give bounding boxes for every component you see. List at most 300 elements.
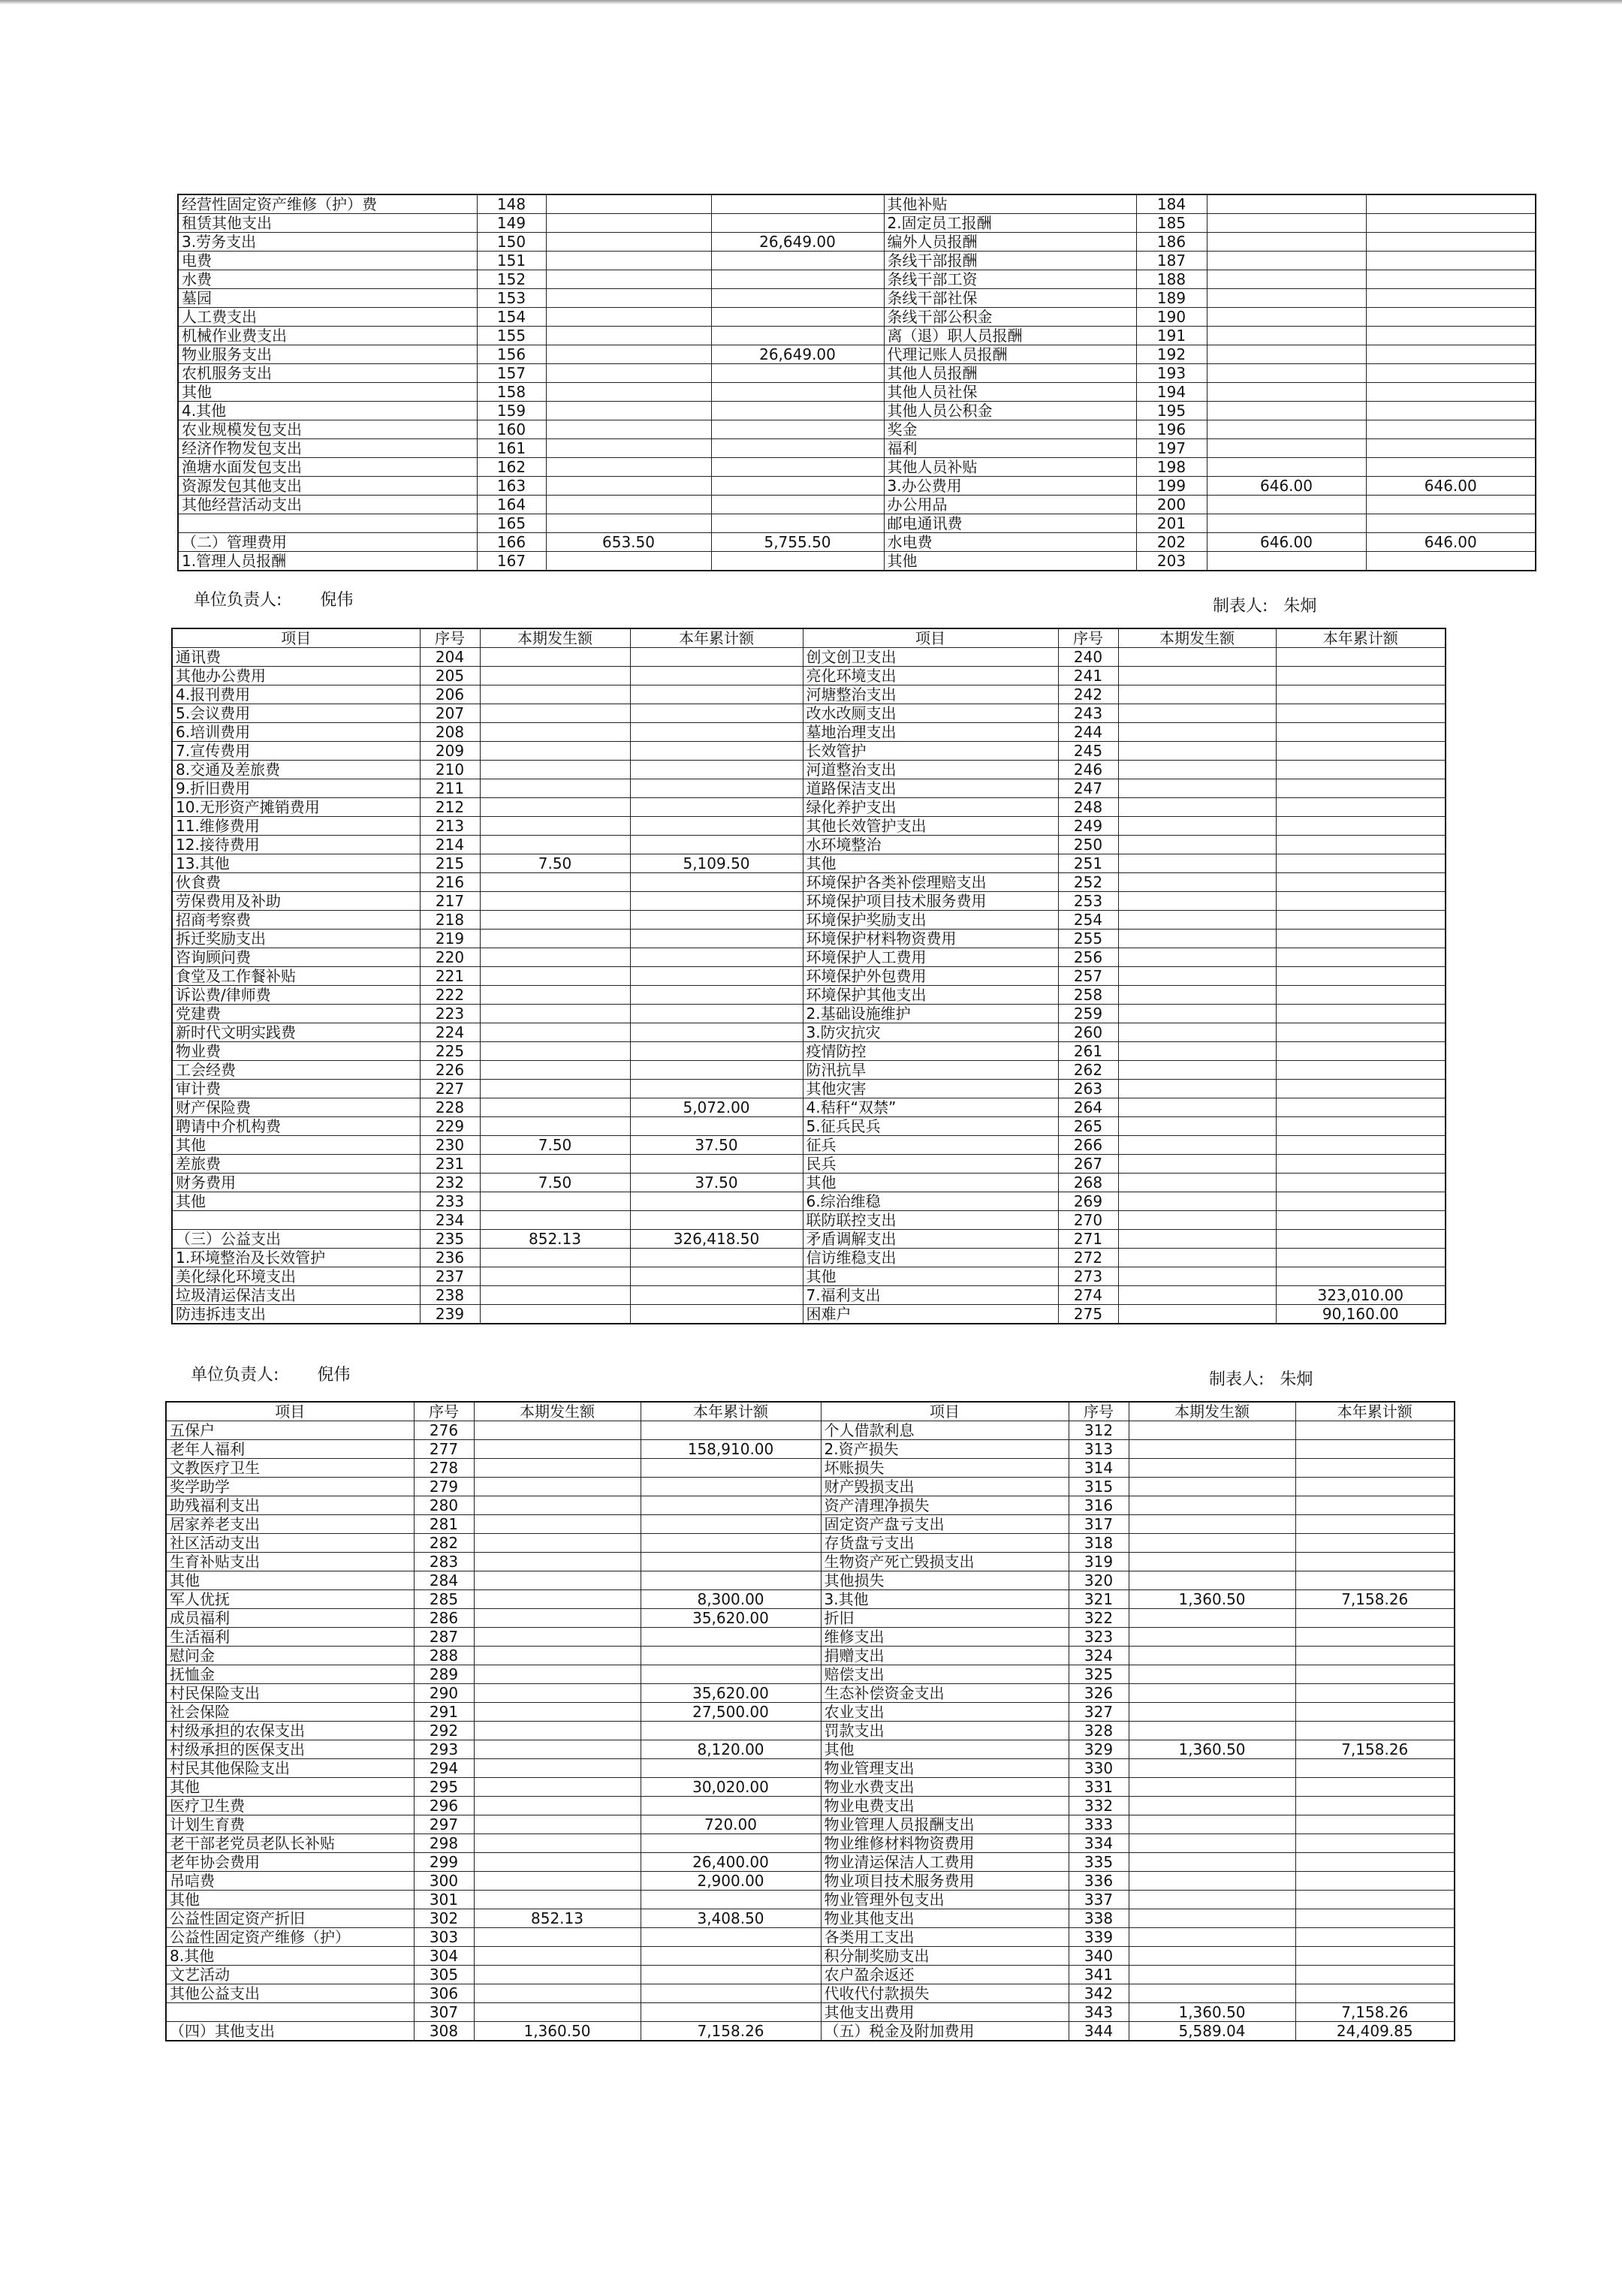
- ytd-amount-cell: [1276, 1042, 1446, 1061]
- column-header: 项目: [803, 628, 1058, 648]
- ytd-amount-cell: [1366, 308, 1536, 327]
- seq-cell: 184: [1136, 194, 1207, 214]
- table-row: [166, 1647, 1455, 1665]
- seq-cell: 218: [420, 911, 480, 930]
- seq-cell: 251: [1058, 854, 1118, 873]
- seq-cell: 243: [1058, 704, 1118, 723]
- ytd-amount-cell: [630, 1155, 803, 1174]
- seq-cell: 248: [1058, 798, 1118, 817]
- table-row: [166, 1703, 1455, 1722]
- current-amount-cell: 7.50: [480, 1174, 630, 1192]
- seq-cell: 283: [414, 1553, 474, 1571]
- item-cell: 物业其他支出: [821, 1909, 1069, 1928]
- seq-cell: 244: [1058, 723, 1118, 742]
- item-cell: 离（退）职人员报酬: [884, 327, 1136, 345]
- ytd-amount-cell: 5,072.00: [630, 1098, 803, 1117]
- seq-cell: 303: [414, 1928, 474, 1947]
- current-amount-cell: [1118, 648, 1276, 667]
- current-amount-cell: [546, 514, 711, 533]
- current-amount-cell: [546, 327, 711, 345]
- seq-cell: 329: [1069, 1740, 1129, 1759]
- seq-cell: 300: [414, 1872, 474, 1891]
- seq-cell: 281: [414, 1515, 474, 1534]
- current-amount-cell: [1207, 552, 1366, 571]
- current-amount-cell: [1129, 1966, 1295, 1984]
- ytd-amount-cell: [1295, 1947, 1455, 1966]
- current-amount-cell: [474, 1609, 641, 1628]
- ytd-amount-cell: [641, 1515, 821, 1534]
- table-row: [172, 1117, 1446, 1136]
- ytd-amount-cell: [1276, 1023, 1446, 1042]
- item-cell: 经营性固定资产维修（护）费: [178, 194, 477, 214]
- ytd-amount-cell: [1276, 1155, 1446, 1174]
- seq-cell: 200: [1136, 496, 1207, 514]
- item-cell: 其他人员报酬: [884, 364, 1136, 383]
- item-cell: 租赁其他支出: [178, 214, 477, 233]
- item-cell: 村级承担的农保支出: [166, 1722, 414, 1740]
- item-cell: 军人优抚: [166, 1590, 414, 1609]
- seq-cell: 206: [420, 685, 480, 704]
- current-amount-cell: [1118, 779, 1276, 798]
- current-amount-cell: [1207, 289, 1366, 308]
- item-cell: 吊唁费: [166, 1872, 414, 1891]
- item-cell: 环境保护项目技术服务费用: [803, 892, 1058, 911]
- current-amount-cell: [1129, 1872, 1295, 1891]
- item-cell: 捐赠支出: [821, 1647, 1069, 1665]
- seq-cell: 336: [1069, 1872, 1129, 1891]
- ytd-amount-cell: 2,900.00: [641, 1872, 821, 1891]
- ytd-amount-cell: [711, 496, 884, 514]
- seq-cell: 323: [1069, 1628, 1129, 1647]
- seq-cell: 322: [1069, 1609, 1129, 1628]
- seq-cell: 235: [420, 1230, 480, 1249]
- item-cell: 坏账损失: [821, 1459, 1069, 1478]
- seq-cell: 313: [1069, 1440, 1129, 1459]
- ytd-amount-cell: [630, 1286, 803, 1305]
- current-amount-cell: 5,589.04: [1129, 2022, 1295, 2041]
- seq-cell: 153: [477, 289, 546, 308]
- seq-cell: 207: [420, 704, 480, 723]
- table-row: [172, 1267, 1446, 1286]
- item-cell: 罚款支出: [821, 1722, 1069, 1740]
- ytd-amount-cell: 3,408.50: [641, 1909, 821, 1928]
- ytd-amount-cell: [641, 1759, 821, 1778]
- seq-cell: 273: [1058, 1267, 1118, 1286]
- current-amount-cell: [474, 2003, 641, 2022]
- current-amount-cell: [1129, 1534, 1295, 1553]
- seq-cell: 190: [1136, 308, 1207, 327]
- table-row: [172, 1080, 1446, 1098]
- current-amount-cell: [480, 667, 630, 685]
- table-row: [178, 477, 1536, 496]
- current-amount-cell: 646.00: [1207, 477, 1366, 496]
- ytd-amount-cell: 326,418.50: [630, 1230, 803, 1249]
- item-cell: 村民保险支出: [166, 1684, 414, 1703]
- item-cell: 10.无形资产摊销费用: [172, 798, 420, 817]
- ytd-amount-cell: [711, 289, 884, 308]
- seq-cell: 271: [1058, 1230, 1118, 1249]
- item-cell: 道路保洁支出: [803, 779, 1058, 798]
- current-amount-cell: [1207, 364, 1366, 383]
- current-amount-cell: [474, 1928, 641, 1947]
- item-cell: 民兵: [803, 1155, 1058, 1174]
- item-cell: 3.办公费用: [884, 477, 1136, 496]
- ledger-table-1: [177, 194, 1536, 571]
- table-row: [178, 552, 1536, 571]
- ledger-body-2: [172, 648, 1446, 1324]
- table-row: [166, 2003, 1455, 2022]
- scan-edge: [0, 0, 1622, 5]
- seq-cell: 274: [1058, 1286, 1118, 1305]
- ytd-amount-cell: [630, 1023, 803, 1042]
- seq-cell: 341: [1069, 1966, 1129, 1984]
- seq-cell: 151: [477, 252, 546, 270]
- current-amount-cell: [546, 383, 711, 402]
- item-cell: 生态补偿资金支出: [821, 1684, 1069, 1703]
- responsible-label: 单位负责人:: [194, 591, 282, 610]
- item-cell: 农机服务支出: [178, 364, 477, 383]
- table-row: [178, 308, 1536, 327]
- current-amount-cell: 1,360.50: [1129, 2003, 1295, 2022]
- ytd-amount-cell: [1276, 1136, 1446, 1155]
- table-row: [166, 2022, 1455, 2041]
- item-cell: 其他人员补贴: [884, 458, 1136, 477]
- seq-cell: 301: [414, 1891, 474, 1909]
- current-amount-cell: [480, 1192, 630, 1211]
- seq-cell: 342: [1069, 1984, 1129, 2003]
- item-cell: 劳保费用及补助: [172, 892, 420, 911]
- current-amount-cell: [1118, 761, 1276, 779]
- column-header: 项目: [166, 1402, 414, 1421]
- ytd-amount-cell: [630, 836, 803, 854]
- current-amount-cell: [480, 648, 630, 667]
- item-cell: 抚恤金: [166, 1665, 414, 1684]
- current-amount-cell: [474, 1872, 641, 1891]
- item-cell: 积分制奖励支出: [821, 1947, 1069, 1966]
- seq-cell: 165: [477, 514, 546, 533]
- ytd-amount-cell: [1295, 1440, 1455, 1459]
- item-cell: 奖学助学: [166, 1478, 414, 1496]
- item-cell: 物业项目技术服务费用: [821, 1872, 1069, 1891]
- current-amount-cell: [474, 1684, 641, 1703]
- item-cell: 公益性固定资产维修（护）: [166, 1928, 414, 1947]
- item-cell: 新时代文明实践费: [172, 1023, 420, 1042]
- current-amount-cell: [1118, 911, 1276, 930]
- table-row: [172, 761, 1446, 779]
- ytd-amount-cell: [1295, 1684, 1455, 1703]
- ytd-amount-cell: [1295, 1928, 1455, 1947]
- table-row: [172, 1286, 1446, 1305]
- current-amount-cell: [1118, 1061, 1276, 1080]
- current-amount-cell: [1129, 1665, 1295, 1684]
- table-row: [172, 723, 1446, 742]
- ytd-amount-cell: [630, 986, 803, 1005]
- item-cell: 办公用品: [884, 496, 1136, 514]
- item-cell: 环境保护材料物资费用: [803, 930, 1058, 948]
- ytd-amount-cell: [1276, 1211, 1446, 1230]
- item-cell: 环境保护人工费用: [803, 948, 1058, 967]
- ytd-amount-cell: [1276, 967, 1446, 986]
- item-cell: 其他: [803, 854, 1058, 873]
- current-amount-cell: 1,360.50: [1129, 1590, 1295, 1609]
- current-amount-cell: [1118, 1136, 1276, 1155]
- current-amount-cell: [1118, 948, 1276, 967]
- seq-cell: 253: [1058, 892, 1118, 911]
- ytd-amount-cell: [1295, 1421, 1455, 1440]
- item-cell: 7.宣传费用: [172, 742, 420, 761]
- item-cell: 信访维稳支出: [803, 1249, 1058, 1267]
- item-cell: 疫情防控: [803, 1042, 1058, 1061]
- item-cell: 农业支出: [821, 1703, 1069, 1722]
- ytd-amount-cell: [1295, 1534, 1455, 1553]
- column-header: 本期发生额: [474, 1402, 641, 1421]
- item-cell: 存货盘亏支出: [821, 1534, 1069, 1553]
- current-amount-cell: [546, 289, 711, 308]
- ytd-amount-cell: [711, 477, 884, 496]
- current-amount-cell: [1118, 1249, 1276, 1267]
- item-cell: 其他人员公积金: [884, 402, 1136, 420]
- seq-cell: 279: [414, 1478, 474, 1496]
- table-row: [178, 402, 1536, 420]
- current-amount-cell: [1129, 1609, 1295, 1628]
- current-amount-cell: [474, 1853, 641, 1872]
- ytd-amount-cell: [1276, 1267, 1446, 1286]
- ytd-amount-cell: [1276, 1249, 1446, 1267]
- item-cell: 聘请中介机构费: [172, 1117, 420, 1136]
- item-cell: 社区活动支出: [166, 1534, 414, 1553]
- ytd-amount-cell: [1276, 1192, 1446, 1211]
- current-amount-cell: [1129, 1515, 1295, 1534]
- item-cell: 老年协会费用: [166, 1853, 414, 1872]
- table-row: [178, 233, 1536, 252]
- current-amount-cell: [1118, 1155, 1276, 1174]
- ytd-amount-cell: 30,020.00: [641, 1778, 821, 1797]
- seq-cell: 225: [420, 1042, 480, 1061]
- seq-cell: 233: [420, 1192, 480, 1211]
- item-cell: 亮化环境支出: [803, 667, 1058, 685]
- table-row: [172, 667, 1446, 685]
- item-cell: 代收代付款损失: [821, 1984, 1069, 2003]
- ytd-amount-cell: [1366, 458, 1536, 477]
- seq-cell: 205: [420, 667, 480, 685]
- ytd-amount-cell: [711, 364, 884, 383]
- ytd-amount-cell: [1276, 854, 1446, 873]
- seq-cell: 188: [1136, 270, 1207, 289]
- item-cell: 生物资产死亡毁损支出: [821, 1553, 1069, 1571]
- ytd-amount-cell: [1276, 1174, 1446, 1192]
- ytd-amount-cell: [1366, 233, 1536, 252]
- seq-cell: 308: [414, 2022, 474, 2041]
- ytd-amount-cell: [641, 1947, 821, 1966]
- current-amount-cell: [480, 1305, 630, 1324]
- current-amount-cell: [480, 1267, 630, 1286]
- item-cell: 2.固定员工报酬: [884, 214, 1136, 233]
- seq-cell: 314: [1069, 1459, 1129, 1478]
- item-cell: 物业管理外包支出: [821, 1891, 1069, 1909]
- table-row: [166, 1834, 1455, 1853]
- current-amount-cell: [1207, 458, 1366, 477]
- current-amount-cell: [474, 1797, 641, 1815]
- seq-cell: 338: [1069, 1909, 1129, 1928]
- current-amount-cell: 653.50: [546, 533, 711, 552]
- current-amount-cell: [1118, 873, 1276, 892]
- seq-cell: 321: [1069, 1590, 1129, 1609]
- item-cell: 资源发包其他支出: [178, 477, 477, 496]
- item-cell: 渔塘水面发包支出: [178, 458, 477, 477]
- current-amount-cell: [1129, 1459, 1295, 1478]
- current-amount-cell: [480, 1098, 630, 1117]
- current-amount-cell: [480, 967, 630, 986]
- seq-cell: 156: [477, 345, 546, 364]
- item-cell: 编外人员报酬: [884, 233, 1136, 252]
- item-cell: 其他损失: [821, 1571, 1069, 1590]
- item-cell: 生活福利: [166, 1628, 414, 1647]
- current-amount-cell: [474, 1834, 641, 1853]
- seq-cell: 291: [414, 1703, 474, 1722]
- current-amount-cell: [1129, 1722, 1295, 1740]
- current-amount-cell: 7.50: [480, 854, 630, 873]
- seq-cell: 202: [1136, 533, 1207, 552]
- ytd-amount-cell: 27,500.00: [641, 1703, 821, 1722]
- column-header: 序号: [414, 1402, 474, 1421]
- table-row: [166, 1778, 1455, 1797]
- seq-cell: 334: [1069, 1834, 1129, 1853]
- seq-cell: 215: [420, 854, 480, 873]
- ytd-amount-cell: [630, 948, 803, 967]
- current-amount-cell: [480, 930, 630, 948]
- ytd-amount-cell: [1295, 1909, 1455, 1928]
- table-row: [166, 1947, 1455, 1966]
- table-row: [178, 214, 1536, 233]
- item-cell: 6.综治维稳: [803, 1192, 1058, 1211]
- current-amount-cell: [1118, 685, 1276, 704]
- seq-cell: 161: [477, 439, 546, 458]
- ytd-amount-cell: [1276, 911, 1446, 930]
- ytd-amount-cell: [641, 1647, 821, 1665]
- current-amount-cell: [474, 1984, 641, 2003]
- item-cell: 福利: [884, 439, 1136, 458]
- seq-cell: 247: [1058, 779, 1118, 798]
- current-amount-cell: [546, 496, 711, 514]
- seq-cell: 239: [420, 1305, 480, 1324]
- item-cell: 文教医疗卫生: [166, 1459, 414, 1478]
- table-row: [172, 1155, 1446, 1174]
- ytd-amount-cell: [1276, 1061, 1446, 1080]
- seq-cell: 260: [1058, 1023, 1118, 1042]
- item-cell: 其他: [821, 1740, 1069, 1759]
- ytd-amount-cell: [630, 873, 803, 892]
- item-cell: 困难户: [803, 1305, 1058, 1324]
- current-amount-cell: [474, 1459, 641, 1478]
- current-amount-cell: [1118, 967, 1276, 986]
- seq-cell: 149: [477, 214, 546, 233]
- current-amount-cell: 852.13: [474, 1909, 641, 1928]
- seq-cell: 238: [420, 1286, 480, 1305]
- seq-cell: 196: [1136, 420, 1207, 439]
- current-amount-cell: 7.50: [480, 1136, 630, 1155]
- preparer-signature-2: [1209, 1366, 1313, 1390]
- header-row: [172, 628, 1446, 648]
- current-amount-cell: [1129, 1984, 1295, 2003]
- item-cell: 人工费支出: [178, 308, 477, 327]
- item-cell: （三）公益支出: [172, 1230, 420, 1249]
- item-cell: 财产保险费: [172, 1098, 420, 1117]
- ytd-amount-cell: [630, 723, 803, 742]
- item-cell: 条线干部社保: [884, 289, 1136, 308]
- ytd-amount-cell: [711, 270, 884, 289]
- seq-cell: 187: [1136, 252, 1207, 270]
- current-amount-cell: [546, 252, 711, 270]
- ytd-amount-cell: [711, 514, 884, 533]
- table-row: [172, 704, 1446, 723]
- column-header: 项目: [172, 628, 420, 648]
- item-cell: [166, 2003, 414, 2022]
- seq-cell: 297: [414, 1815, 474, 1834]
- current-amount-cell: [1118, 1286, 1276, 1305]
- ytd-amount-cell: 323,010.00: [1276, 1286, 1446, 1305]
- seq-cell: 339: [1069, 1928, 1129, 1947]
- ytd-amount-cell: [630, 1061, 803, 1080]
- seq-cell: 167: [477, 552, 546, 571]
- current-amount-cell: [480, 986, 630, 1005]
- ytd-amount-cell: [630, 1305, 803, 1324]
- seq-cell: 197: [1136, 439, 1207, 458]
- seq-cell: 261: [1058, 1042, 1118, 1061]
- seq-cell: 276: [414, 1421, 474, 1440]
- ytd-amount-cell: [1276, 817, 1446, 836]
- preparer-signature-1: [1213, 593, 1316, 616]
- seq-cell: 290: [414, 1684, 474, 1703]
- item-cell: 绿化养护支出: [803, 798, 1058, 817]
- table-row: [172, 1042, 1446, 1061]
- ytd-amount-cell: [641, 1665, 821, 1684]
- item-cell: 其他: [178, 383, 477, 402]
- seq-cell: 158: [477, 383, 546, 402]
- ytd-amount-cell: [711, 552, 884, 571]
- item-cell: 拆迁奖励支出: [172, 930, 420, 948]
- seq-cell: 324: [1069, 1647, 1129, 1665]
- current-amount-cell: [1118, 1005, 1276, 1023]
- seq-cell: 295: [414, 1778, 474, 1797]
- table-row: [178, 270, 1536, 289]
- current-amount-cell: [1207, 327, 1366, 345]
- item-cell: 固定资产盘亏支出: [821, 1515, 1069, 1534]
- table-row: [166, 1684, 1455, 1703]
- ytd-amount-cell: [711, 383, 884, 402]
- current-amount-cell: [474, 1478, 641, 1496]
- current-amount-cell: [480, 1117, 630, 1136]
- current-amount-cell: [1118, 892, 1276, 911]
- current-amount-cell: [546, 233, 711, 252]
- column-header: 本期发生额: [1129, 1402, 1295, 1421]
- current-amount-cell: [474, 1740, 641, 1759]
- seq-cell: 257: [1058, 967, 1118, 986]
- ytd-amount-cell: [641, 1496, 821, 1515]
- item-cell: 招商考察费: [172, 911, 420, 930]
- current-amount-cell: [546, 477, 711, 496]
- table-row: [166, 1440, 1455, 1459]
- current-amount-cell: [474, 1722, 641, 1740]
- table-row: [172, 930, 1446, 948]
- item-cell: 差旅费: [172, 1155, 420, 1174]
- seq-cell: 157: [477, 364, 546, 383]
- item-cell: 3.劳务支出: [178, 233, 477, 252]
- ytd-amount-cell: [1276, 723, 1446, 742]
- current-amount-cell: [546, 194, 711, 214]
- ytd-amount-cell: [1276, 761, 1446, 779]
- seq-cell: 219: [420, 930, 480, 948]
- seq-cell: 237: [420, 1267, 480, 1286]
